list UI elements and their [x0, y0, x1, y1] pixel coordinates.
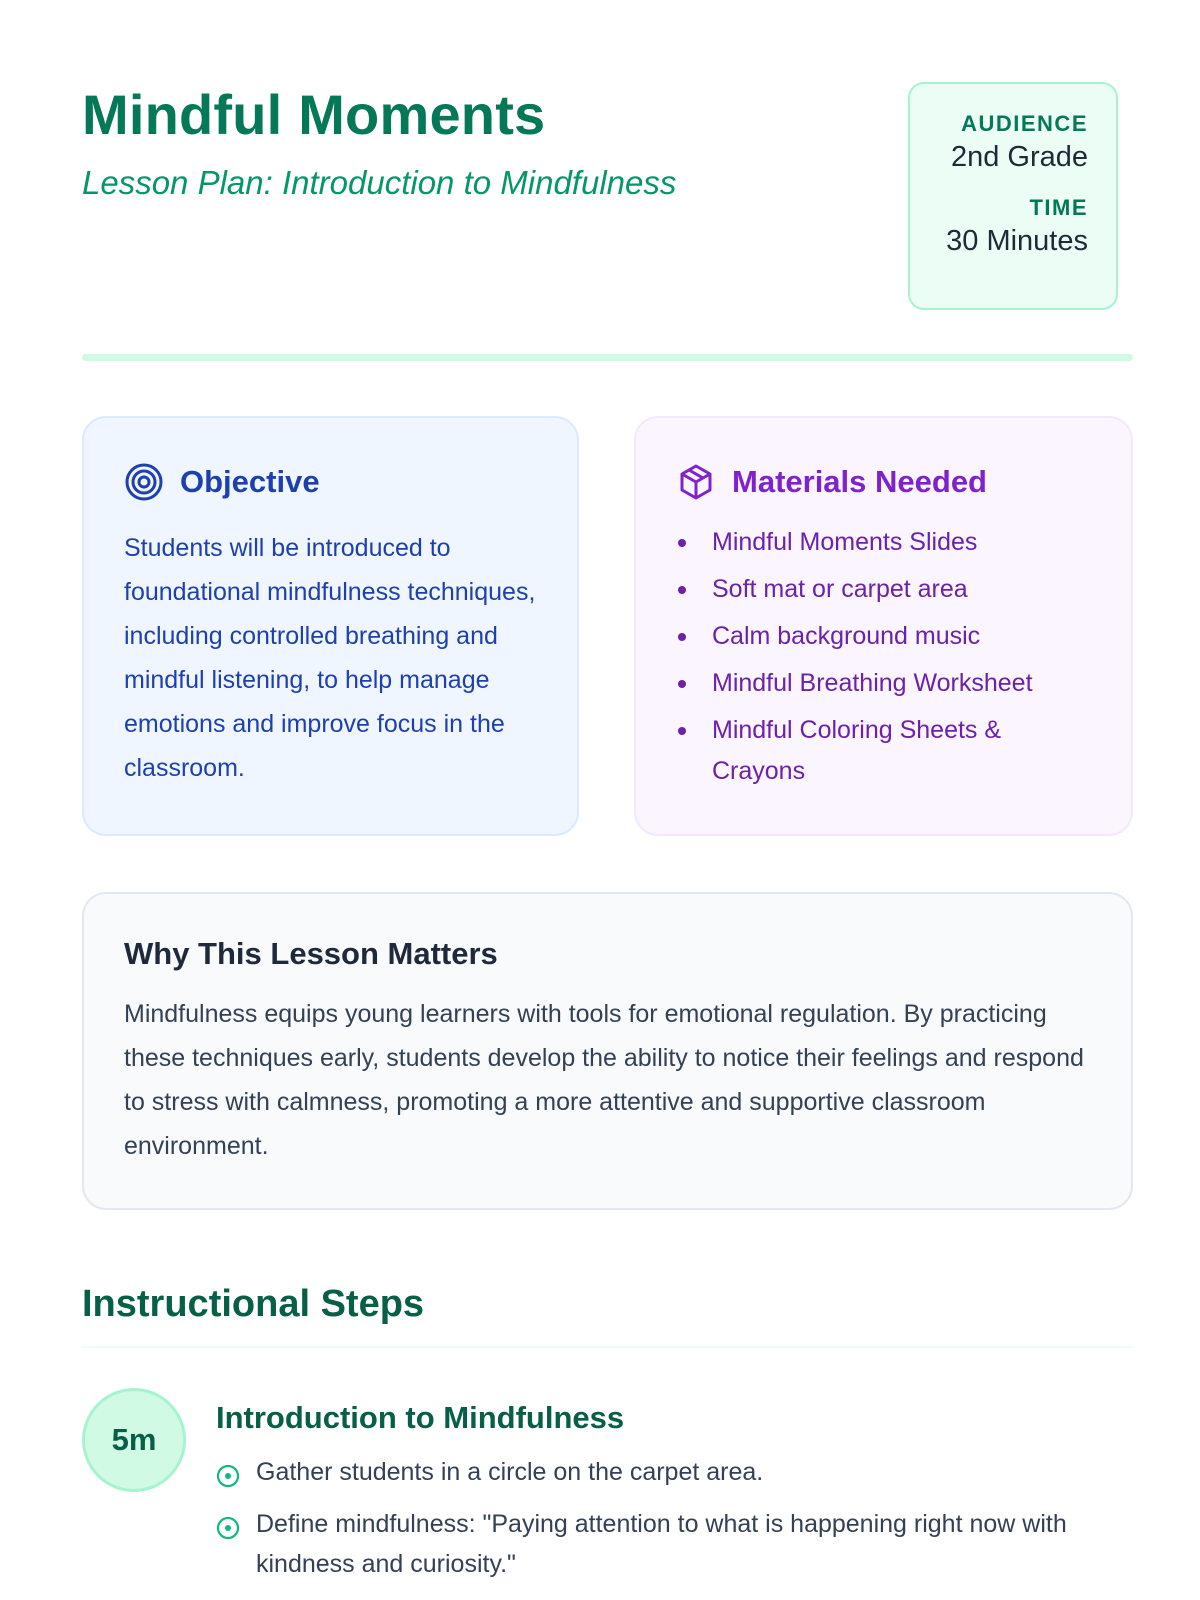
- material-label: Mindful Breathing Worksheet: [712, 669, 1033, 697]
- objective-card: [82, 416, 579, 836]
- step-body: [216, 1398, 1133, 1596]
- lesson-meta-card: [908, 82, 1118, 310]
- why-title: Why This Lesson Matters: [124, 936, 498, 971]
- why-card: [82, 892, 1133, 1210]
- audience-label: AUDIENCE: [961, 111, 1088, 136]
- material-label: Mindful Coloring Sheets & Crayons: [712, 716, 1002, 785]
- material-label: Mindful Moments Slides: [712, 528, 978, 556]
- step-duration-badge: 5m: [82, 1388, 186, 1492]
- step-point-text: Define mindfulness: "Paying attention to what is happening right now with kindness and curiosity.": [256, 1510, 1067, 1578]
- objective-title: Objective: [180, 464, 320, 499]
- time-label: TIME: [1029, 195, 1088, 220]
- bullet-icon: [678, 680, 686, 688]
- materials-card: [634, 416, 1133, 836]
- step-point-text: Gather students in a circle on the carpet area.: [256, 1458, 764, 1486]
- page-subtitle: Lesson Plan: Introduction to Mindfulness: [82, 164, 677, 201]
- list-item: [676, 710, 1091, 792]
- step-title: Introduction to Mindfulness: [216, 1400, 625, 1435]
- materials-header: [676, 460, 1091, 504]
- bullet-icon: [678, 539, 686, 547]
- step-point: [216, 1452, 1133, 1492]
- time-value: 30 Minutes: [946, 225, 1088, 257]
- bullet-icon: [678, 586, 686, 594]
- steps-title: Instructional Steps: [82, 1283, 425, 1325]
- header: [82, 80, 1118, 312]
- header-divider: [82, 354, 1133, 361]
- material-label: Calm background music: [712, 622, 981, 650]
- material-label: Soft mat or carpet area: [712, 575, 968, 603]
- target-icon: [124, 462, 164, 502]
- objective-text: Students will be introduced to foundational mindfulness techniques, including controlled breathing and mindful listening, to help manage emotions and improve focus in the classroom.: [124, 534, 536, 782]
- materials-list: [676, 522, 1091, 792]
- step-points: [216, 1452, 1133, 1584]
- objective-header: [124, 460, 537, 504]
- step-point: [216, 1504, 1133, 1584]
- list-item: [676, 522, 1091, 563]
- why-text: Mindfulness equips young learners with tools for emotional regulation. By practicing these techniques early, students develop the ability to notice their feelings and respond to stress with calmness, promoting a more attentive and supportive classroom environment.: [124, 1000, 1084, 1160]
- bullet-icon: [678, 633, 686, 641]
- audience-value: 2nd Grade: [950, 141, 1088, 173]
- list-item: [676, 569, 1091, 610]
- circle-dot-icon: [216, 1512, 240, 1536]
- bullet-icon: [678, 727, 686, 735]
- box-icon: [676, 462, 716, 502]
- circle-dot-icon: [216, 1460, 240, 1484]
- page-title: Mindful Moments: [82, 83, 546, 146]
- list-item: [676, 663, 1091, 704]
- materials-title: Materials Needed: [732, 464, 987, 499]
- list-item: [676, 616, 1091, 657]
- steps-divider: [82, 1346, 1133, 1348]
